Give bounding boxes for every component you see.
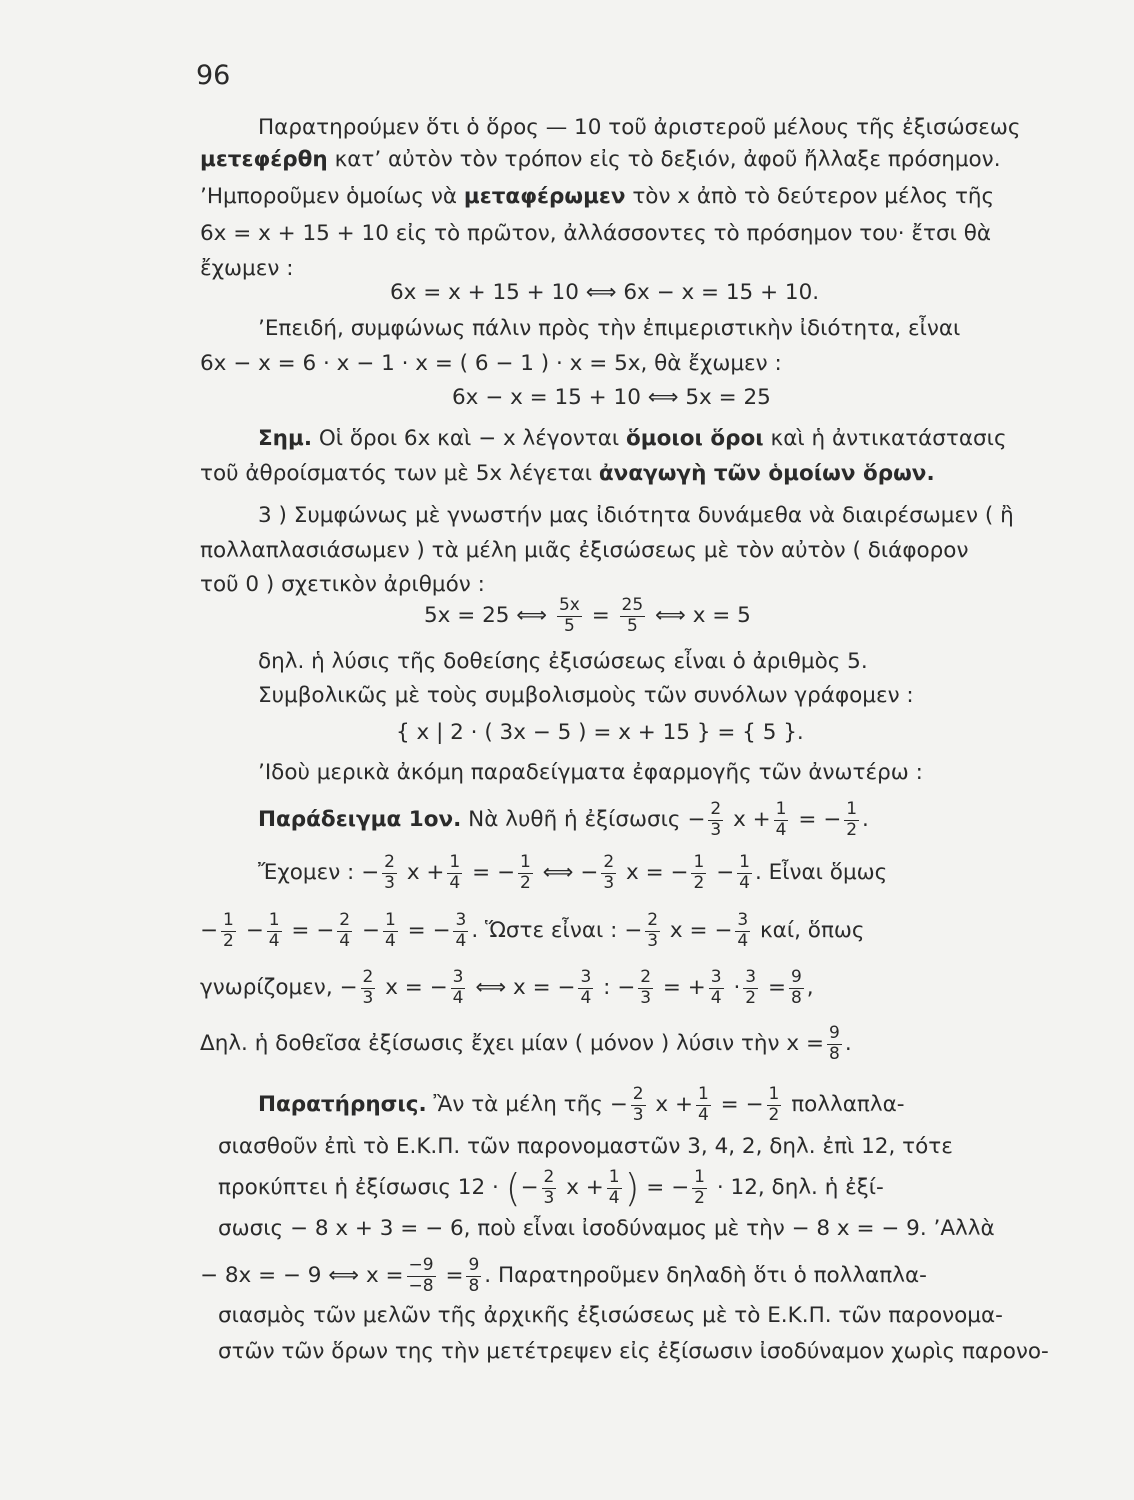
example-line: Δηλ. ἡ δοθεῖσα ἐξίσωσις ἔχει μίαν ( μόνον ) λύσιν τὴν x = $\frac{9}{8}$ . (200, 1023, 852, 1064)
fraction: $\frac{-9}{-8}$ (408, 1255, 434, 1296)
text-line: μετεφέρθη κατ’ αὐτὸν τὸν τρόπον εἰς τὸ δεξιόν, ἀφοῦ ἤλλαξε πρόσημον. (200, 147, 1001, 172)
text-line: 6x = x + 15 + 10 εἰς τὸ πρῶτον, ἀλλάσσοντες τὸ πρόσημον του· ἔτσι θὰ (200, 221, 992, 246)
equation: 6x − x = 15 + 10 ⟺ 5x = 25 (452, 385, 771, 410)
text-line: ’Ημποροῦμεν ὁμοίως νὰ μεταφέρωμεν τὸν x ἀπὸ τὸ δεύτερον μέλος τῆς (200, 184, 995, 209)
fraction: $\frac{1}{2}$ (694, 1167, 705, 1208)
fraction: $\frac{2}{3}$ (603, 852, 615, 893)
text-line: ’Επειδή, συμφώνως πάλιν πρὸς τὴν ἐπιμεριστικὴν ἰδιότητα, εἶναι (258, 316, 961, 341)
fraction: $\frac{1}{4}$ (775, 799, 787, 840)
text-line: τοῦ ἀθροίσματός των μὲ 5x λέγεται ἀναγωγὴ τῶν ὁμοίων ὅρων. (200, 461, 935, 486)
fraction: $\frac{3}{4}$ (452, 967, 464, 1008)
text-line: πολλαπλασιάσωμεν ) τὰ μέλη μιᾶς ἐξισώσεως μὲ τὸν αὐτὸν ( διάφορον (200, 538, 969, 563)
fraction: $\frac{1}{4}$ (608, 1167, 620, 1208)
fraction: $\frac{2}{4}$ (339, 910, 351, 951)
note-label: Σημ. (258, 426, 312, 451)
bold-term: μετεφέρθη (200, 147, 328, 172)
fraction: $\frac{1}{4}$ (739, 852, 750, 893)
bold-term: ἀναγωγὴ τῶν ὁμοίων ὅρων. (598, 461, 935, 486)
example-line: Ἔχομεν : − $\frac{2}{3}$ x + $\frac{1}{4}$ = − $\frac{1}{2}$ ⟺ − $\frac{2}{3}$ x = − $\frac{1}{2}$ − $\frac{1}{4}$ . Εἶναι ὅμως (258, 852, 888, 893)
text-line: ἔχωμεν : (200, 256, 294, 281)
fraction: $\frac{9}{8}$ (829, 1023, 840, 1064)
bold-term: ὅμοιοι ὅροι (626, 426, 764, 451)
fraction: $\frac{3}{4}$ (580, 967, 592, 1008)
fraction: $\frac{2}{3}$ (710, 799, 722, 840)
fraction: $\frac{1}{2}$ (223, 910, 234, 951)
bold-term: μεταφέρωμεν (463, 184, 626, 209)
fraction: $\frac{2}{3}$ (632, 1084, 644, 1125)
text-line: Παρατηρούμεν ὅτι ὁ ὅρος — 10 τοῦ ἀριστεροῦ μέλους τῆς ἐξισώσεως (258, 115, 1021, 140)
fraction: $\frac{9}{8}$ (468, 1255, 480, 1296)
fraction: $\frac{9}{8}$ (790, 967, 802, 1008)
fraction: $\frac{3}{2}$ (745, 967, 757, 1008)
fraction: $\frac{25}{5}$ (621, 595, 644, 636)
fraction: $\frac{2}{3}$ (647, 910, 659, 951)
fraction: $\frac{1}{2}$ (768, 1084, 780, 1125)
text-line: σιασθοῦν ἐπὶ τὸ Ε.Κ.Π. τῶν παρονομαστῶν 3, 4, 2, δηλ. ἐπὶ 12, τότε (218, 1134, 953, 1159)
text-line: σωσις − 8 x + 3 = − 6, ποὺ εἶναι ἰσοδύναμος μὲ τὴν − 8 x = − 9. ’Αλλὰ (218, 1216, 995, 1241)
text-line: Συμβολικῶς μὲ τοὺς συμβολισμοὺς τῶν συνόλων γράφομεν : (258, 683, 914, 708)
fraction: $\frac{1}{4}$ (698, 1084, 709, 1125)
fraction: $\frac{2}{3}$ (362, 967, 374, 1008)
example-label: Παράδειγμα 1ον. (258, 807, 462, 833)
fraction: $\frac{3}{4}$ (455, 910, 467, 951)
fraction: $\frac{3}{4}$ (710, 967, 722, 1008)
remark-line: Παρατήρησις. Ἂν τὰ μέλη τῆς − $\frac{2}{3}$ x + $\frac{1}{4}$ = − $\frac{1}{2}$ πολλαπλα- (258, 1084, 905, 1125)
text-line: σιασμὸς τῶν μελῶν τῆς ἀρχικῆς ἐξισώσεως μὲ τὸ Ε.Κ.Π. τῶν παρονομα- (218, 1303, 1003, 1328)
remark-line: − 8x = − 9 ⟺ x = $\frac{-9}{-8}$ = $\frac{9}{8}$ . Παρατηροῦμεν δηλαδὴ ὅτι ὁ πολλαπλα- (200, 1255, 927, 1296)
fraction: $\frac{1}{2}$ (846, 799, 858, 840)
fraction: $\frac{1}{2}$ (693, 852, 705, 893)
text-line: 6x − x = 6 · x − 1 · x = ( 6 − 1 ) · x = 5x, θὰ ἔχωμεν : (200, 351, 782, 376)
fraction: $\frac{5x}{5}$ (558, 595, 580, 636)
fraction: $\frac{1}{4}$ (449, 852, 461, 893)
text-line: Σημ. Οἱ ὅροι 6x καὶ − x λέγονται ὅμοιοι ὅροι καὶ ἡ ἀντικατάστασις (258, 426, 1007, 451)
text-line: 3 ) Συμφώνως μὲ γνωστήν μας ἰδιότητα δυνάμεθα νὰ διαιρέσωμεν ( ἢ (258, 503, 1014, 528)
fraction: $\frac{3}{4}$ (737, 910, 749, 951)
fraction: $\frac{2}{3}$ (384, 852, 395, 893)
fraction: $\frac{1}{4}$ (384, 910, 396, 951)
fraction: $\frac{2}{3}$ (543, 1167, 555, 1208)
example-line: Παράδειγμα 1ον. Νὰ λυθῆ ἡ ἐξίσωσις − $\frac{2}{3}$ x + $\frac{1}{4}$ = − $\frac{1}{2}$ . (258, 799, 869, 840)
fraction: $\frac{1}{2}$ (519, 852, 531, 893)
equation: 5x = 25 ⟺ $\frac{5x}{5}$ = $\frac{25}{5}$ ⟺ x = 5 (424, 595, 751, 636)
remark-line: προκύπτει ἡ ἐξίσωσις 12 · (− $\frac{2}{3}$ x + $\frac{1}{4}$ ) = − $\frac{1}{2}$ · 12, δηλ. ἡ ἐξί- (218, 1166, 884, 1211)
page-number: 96 (196, 60, 231, 91)
fraction: $\frac{2}{3}$ (640, 967, 652, 1008)
text-line: τοῦ 0 ) σχετικὸν ἀριθμόν : (200, 572, 485, 597)
text-line: στῶν τῶν ὅρων της τὴν μετέτρεψεν εἰς ἐξίσωσιν ἰσοδύναμον χωρὶς παρονο- (218, 1339, 1049, 1364)
equation: { x | 2 · ( 3x − 5 ) = x + 15 } = { 5 }. (396, 720, 804, 745)
example-line: − $\frac{1}{2}$ − $\frac{1}{4}$ = − $\frac{2}{4}$ − $\frac{1}{4}$ = − $\frac{3}{4}$ . Ὥστε εἶναι : − $\frac{2}{3}$ x = − $\frac{3}{4}$ καί, ὅπως (200, 910, 865, 951)
remark-label: Παρατήρησις. (258, 1092, 427, 1118)
equation: 6x = x + 15 + 10 ⟺ 6x − x = 15 + 10. (390, 280, 820, 305)
text-line: ’Ιδοὺ μερικὰ ἀκόμη παραδείγματα ἐφαρμογῆς τῶν ἀνωτέρω : (258, 760, 923, 785)
fraction: $\frac{1}{4}$ (268, 910, 280, 951)
example-line: γνωρίζομεν, − $\frac{2}{3}$ x = − $\frac{3}{4}$ ⟺ x = − $\frac{3}{4}$ : − $\frac{2}{3}$ = + $\frac{3}{4}$ · $\frac{3}{2}$ = $\frac{9}{8}$ , (200, 967, 814, 1008)
text-line: δηλ. ἡ λύσις τῆς δοθείσης ἐξισώσεως εἶναι ὁ ἀριθμὸς 5. (258, 649, 868, 674)
